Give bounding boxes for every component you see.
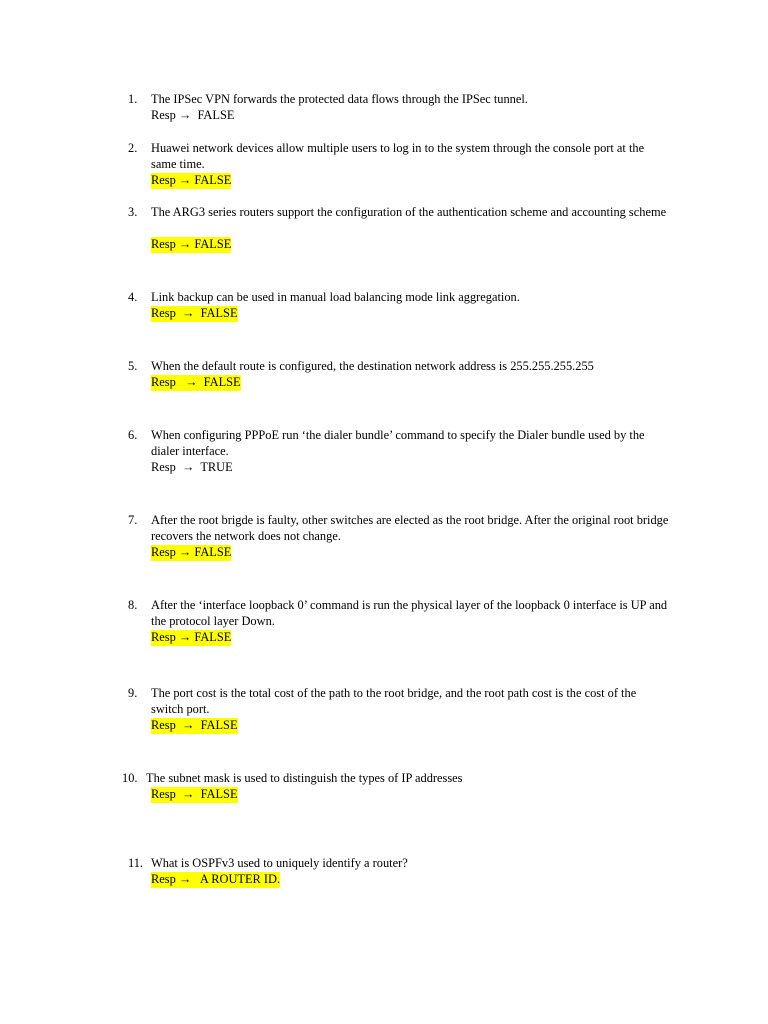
response-text: Resp → FALSE bbox=[151, 237, 232, 251]
response-text: Resp → A ROUTER ID. bbox=[151, 872, 281, 886]
response-text: Resp → FALSE bbox=[151, 545, 232, 559]
question-number: 5. bbox=[128, 359, 138, 373]
question-number: 1. bbox=[128, 92, 138, 106]
question-text: Link backup can be used in manual load balancing mode link aggregation. bbox=[151, 290, 520, 304]
question-text: Huawei network devices allow multiple users to log in to the system through the console port at the same time. bbox=[151, 141, 645, 171]
response-text: Resp → FALSE bbox=[151, 630, 232, 644]
question-text: The subnet mask is used to distinguish the types of IP addresses bbox=[146, 771, 463, 785]
response-text: Resp → TRUE bbox=[151, 460, 233, 474]
question-number: 10. bbox=[122, 771, 138, 785]
response-text: Resp → FALSE bbox=[151, 306, 238, 320]
question-text: The IPSec VPN forwards the protected data flows through the IPSec tunnel. bbox=[151, 92, 528, 106]
response-text: Resp → FALSE bbox=[151, 173, 232, 187]
question-text: What is OSPFv3 used to uniquely identify a router? bbox=[151, 856, 408, 870]
question-text: After the root brigde is faulty, other switches are elected as the root bridge. After the original root bridge recovers the network does not change. bbox=[151, 513, 669, 543]
response-text: Resp → FALSE bbox=[151, 108, 235, 122]
question-number: 8. bbox=[128, 598, 138, 612]
question-text: The port cost is the total cost of the path to the root bridge, and the root path cost is the cost of the switch port. bbox=[151, 686, 637, 716]
question-number: 11. bbox=[128, 856, 144, 870]
question-number: 7. bbox=[128, 513, 138, 527]
question-text: When configuring PPPoE run ‘the dialer bundle’ command to specify the Dialer bundle used by the dialer interface. bbox=[151, 428, 645, 458]
response-text: Resp → FALSE bbox=[151, 375, 241, 389]
question-text: After the ‘interface loopback 0’ command is run the physical layer of the loopback 0 interface is UP and the protocol layer Down. bbox=[151, 598, 668, 628]
question-number: 4. bbox=[128, 290, 138, 304]
question-number: 6. bbox=[128, 428, 138, 442]
question-text: When the default route is configured, the destination network address is 255.255.255.255 bbox=[151, 359, 594, 373]
response-text: Resp → FALSE bbox=[151, 787, 238, 801]
question-text: The ARG3 series routers support the configuration of the authentication scheme and accounting scheme bbox=[151, 205, 667, 219]
question-number: 9. bbox=[128, 686, 138, 700]
response-text: Resp → FALSE bbox=[151, 718, 238, 732]
question-number: 3. bbox=[128, 205, 138, 219]
question-number: 2. bbox=[128, 141, 138, 155]
